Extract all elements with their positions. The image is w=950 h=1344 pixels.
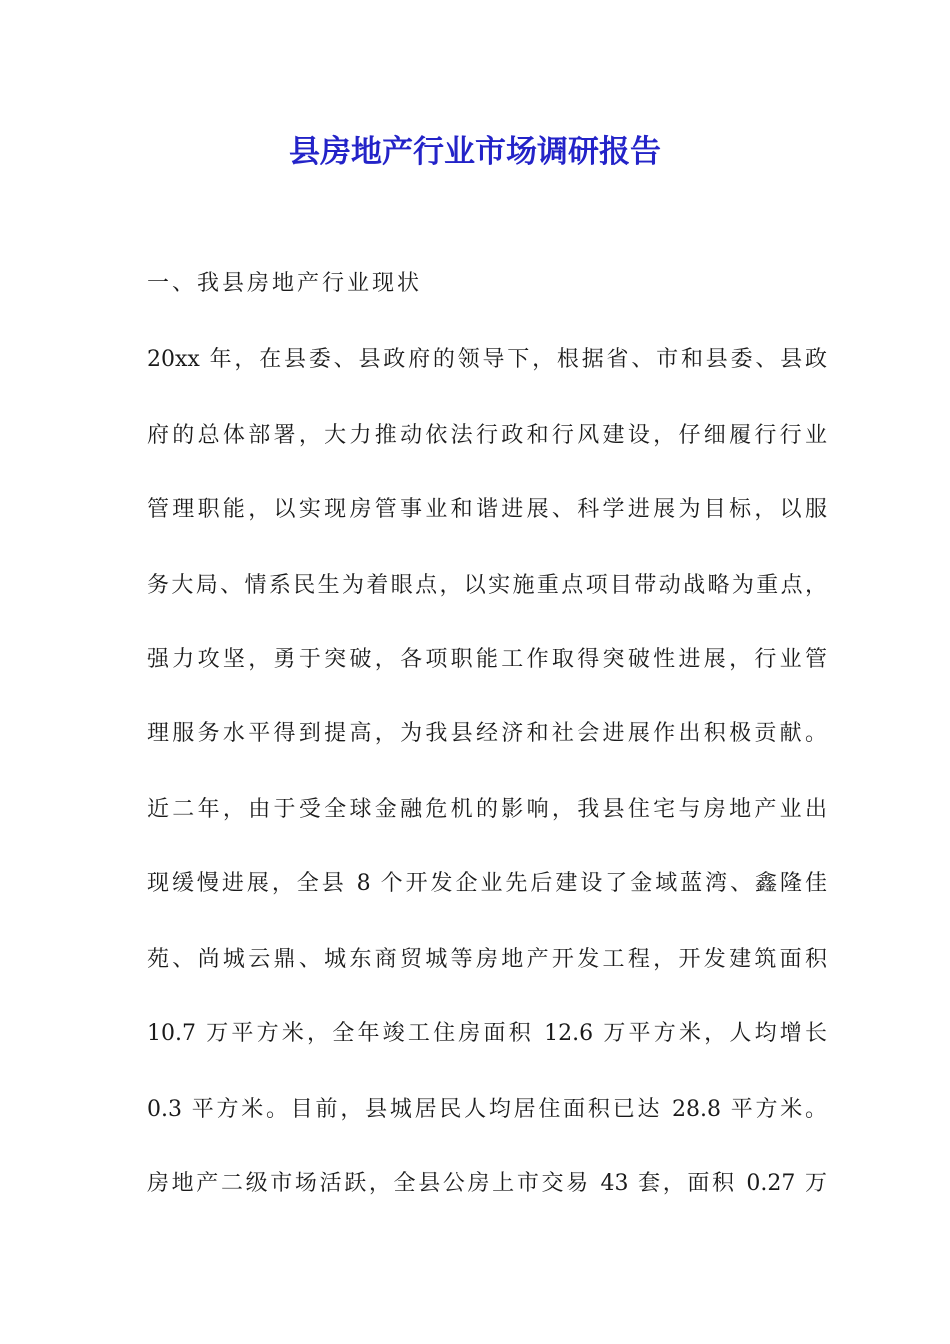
paragraph-line: 近二年，由于受全球金融危机的影响，我县住宅与房地产业出 (147, 797, 827, 822)
paragraph-line: 务大局、情系民生为着眼点，以实施重点项目带动战略为重点， (147, 573, 827, 598)
paragraph-line: 府的总体部署，大力推动依法行政和行风建设，仔细履行行业 (147, 423, 827, 448)
paragraph-line: 房地产二级市场活跃，全县公房上市交易 43 套，面积 0.27 万 (147, 1171, 827, 1196)
section-heading: 一、我县房地产行业现状 (147, 271, 423, 296)
paragraph-line: 理服务水平得到提高，为我县经济和社会进展作出积极贡献。 (147, 721, 827, 746)
paragraph-line: 管理职能，以实现房管事业和谐进展、科学进展为目标，以服 (147, 497, 827, 522)
paragraph-line: 强力攻坚，勇于突破，各项职能工作取得突破性进展，行业管 (147, 647, 827, 672)
paragraph-line: 现缓慢进展，全县 8 个开发企业先后建设了金域蓝湾、鑫隆佳 (147, 871, 827, 896)
paragraph-line: 10.7 万平方米，全年竣工住房面积 12.6 万平方米，人均增长 (147, 1021, 827, 1046)
paragraph-line: 20xx 年，在县委、县政府的领导下，根据省、市和县委、县政 (147, 347, 827, 372)
paragraph-line: 苑、尚城云鼎、城东商贸城等房地产开发工程，开发建筑面积 (147, 947, 827, 972)
document-title: 县房地产行业市场调研报告 (289, 134, 661, 170)
paragraph-line: 0.3 平方米。目前，县城居民人均居住面积已达 28.8 平方米。 (147, 1097, 827, 1122)
